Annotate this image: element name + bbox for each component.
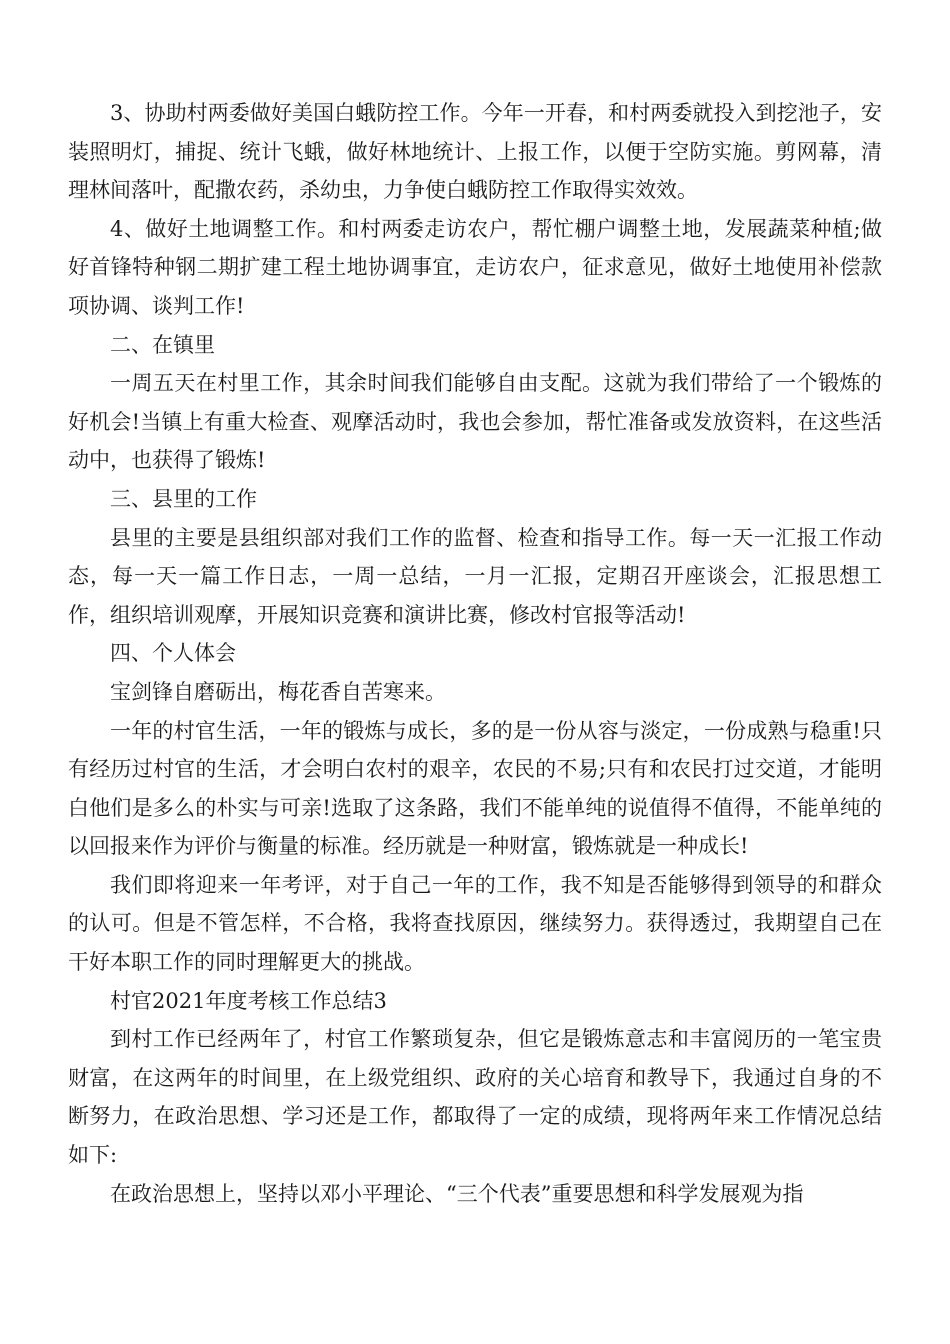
paragraph-town-work: 一周五天在村里工作，其余时间我们能够自由支配。这就为我们带给了一个锻炼的好机会!当镇上有重大检查、观摩活动时，我也会参加，帮忙准备或发放资料，在这些活动中，也获得了锻炼! xyxy=(68,371,882,473)
heading-county-work: 三、县里的工作 xyxy=(110,486,257,511)
paragraph-evaluation: 我们即将迎来一年考评，对于自己一年的工作，我不知是否能够得到领导的和群众的认可。但是不管怎样，不合格，我将查找原因，继续努力。获得透过，我期望自己在干好本职工作的同时理解更大的挑战。 xyxy=(68,872,882,975)
heading-personal-experience: 四、个人体会 xyxy=(110,641,236,666)
paragraph-proverb: 宝剑锋自磨砺出，梅花香自苦寒来。 xyxy=(110,679,446,704)
paragraph-county-work: 县里的主要是县组织部对我们工作的监督、检查和指导工作。每一天一汇报工作动态，每一天一篇工作日志，一周一总结，一月一汇报，定期召开座谈会，汇报思想工作，组织培训观摩，开展知识竞赛和演讲比赛，修改村官报等活动! xyxy=(68,525,882,627)
paragraph-village-life: 一年的村官生活，一年的锻炼与成长，多的是一份从容与淡定，一份成熟与稳重!只有经历过村官的生活，才会明白农村的艰辛，农民的不易;只有和农民打过交道，才能明白他们是多么的朴实与可亲!选取了这条路，我们不能单纯的说值得不值得，不能单纯的以回报来作为评价与衡量的标准。经历就是一种财富，锻炼就是一种成长! xyxy=(68,718,882,859)
paragraph-baie-control: 3、协助村两委做好美国白蛾防控工作。今年一开春，和村两委就投入到挖池子，安装照明灯，捕捉、统计飞蛾，做好林地统计、上报工作，以便于空防实施。剪网幕，清理林间落叶，配撒农药，杀幼虫，力争使白蛾防控工作取得实效效。 xyxy=(68,101,882,203)
paragraph-land-adjustment: 4、做好土地调整工作。和村两委走访农户，帮忙棚户调整土地，发展蔬菜种植;做好首锋特种钢二期扩建工程土地协调事宜，走访农户，征求意见，做好土地使用补偿款项协调、谈判工作! xyxy=(68,216,882,318)
heading-in-town: 二、在镇里 xyxy=(110,332,215,357)
paragraph-two-years: 到村工作已经两年了，村官工作繁琐复杂，但它是锻炼意志和丰富阅历的一笔宝贵财富，在这两年的时间里，在上级党组织、政府的关心培育和教导下，我通过自身的不断努力，在政治思想、学习还是工作，都取得了一定的成绩，现将两年来工作情况总结如下: xyxy=(68,1027,882,1168)
paragraph-political-thought: 在政治思想上，坚持以邓小平理论、“三个代表”重要思想和科学发展观为指 xyxy=(110,1181,804,1206)
section-title-summary-3: 村官2021年度考核工作总结3 xyxy=(110,988,387,1013)
document-body xyxy=(68,94,882,1213)
